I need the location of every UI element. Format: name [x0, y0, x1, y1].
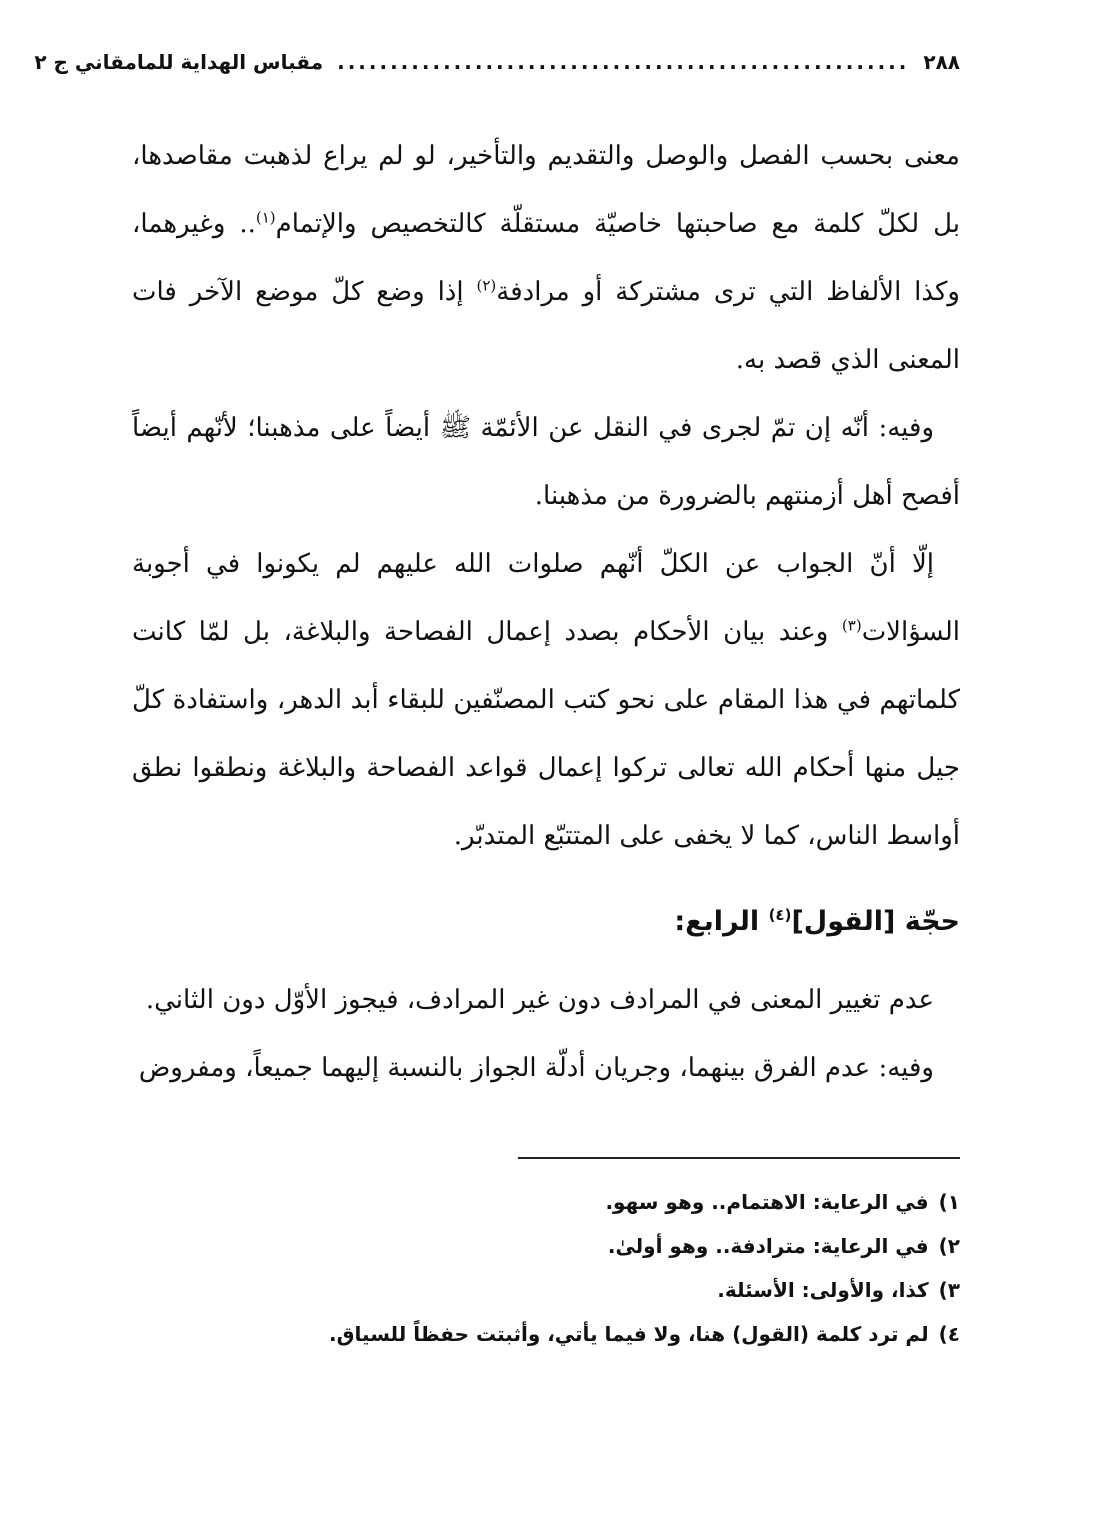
heading-text: حجّة [القول]: [791, 906, 960, 937]
footnote-3: [132, 1268, 960, 1312]
paragraph-text: إلّا أنّ الجواب عن الكلّ أنّهم صلوات الله عليهم لم يكونوا في أجوبة السؤالات: [132, 549, 960, 647]
footnote-number: ٢): [938, 1234, 960, 1258]
running-header: [34, 40, 960, 84]
footnote-divider: [518, 1157, 960, 1159]
book-title: مقباس الهداية للمامقاني ج ٢: [34, 50, 324, 74]
footnote-text: لم ترد كلمة (القول) هنا، ولا فيما يأتي، وأثبتت حفظاً للسياق.: [329, 1322, 929, 1346]
header-leader-dots: ......................................................: [337, 50, 910, 74]
page-number: ٢٨٨: [923, 50, 960, 74]
paragraph-4: عدم تغيير المعنى في المرادف دون غير المرادف، فيجوز الأوّل دون الثاني.: [145, 985, 934, 1015]
footnote-ref-3: (٣): [841, 616, 862, 635]
paragraph-text: وعند بيان الأحكام بصدد إعمال الفصاحة والبلاغة، بل لمّا كانت كلماتهم في هذا المقام على نحو كتب المصنّفين للبقاء أبد الدهر، واستفادة كلّ جيل منها أحكام الله تعالى تركوا إعمال قواعد الفصاحة والبلاغة ونطقوا نطق أواسط الناس، كما لا يخفى على المتتبّع المتدبّر.: [132, 617, 960, 851]
paragraph-1: [132, 122, 960, 394]
paragraph-text: .. وغيرهما، وكذا الألفاظ التي ترى مشتركة أو مرادفة: [132, 209, 960, 307]
footnote-ref-1: (١): [255, 208, 276, 227]
paragraph-3: [132, 530, 960, 870]
footnote-number: ٤): [938, 1322, 960, 1346]
main-text: [132, 122, 960, 1102]
paragraph-text: إذا وضع كلّ موضع الآخر فات المعنى الذي قصد به.: [132, 277, 960, 375]
footnote-number: ١): [938, 1190, 960, 1214]
footnote-text: كذا، والأولى: الأسئلة.: [717, 1278, 929, 1302]
footnotes: [132, 1180, 960, 1356]
footnote-ref-4: (٤): [768, 906, 792, 924]
paragraph-5: وفيه: عدم الفرق بينهما، وجريان أدلّة الجواز بالنسبة إليهما جميعاً، ومفروض: [138, 1053, 934, 1083]
footnote-ref-2: (٢): [476, 276, 497, 295]
paragraph-2: [132, 394, 960, 530]
footnote-number: ٣): [938, 1278, 960, 1302]
section-heading: [132, 892, 960, 952]
heading-text: الرابع:: [674, 906, 769, 937]
footnote-4: [132, 1312, 960, 1356]
paragraph-text: وفيه: أنّه إن تمّ لجرى في النقل عن الأئمّة ﷺ أيضاً على مذهبنا؛ لأنّهم أيضاً أفصح أهل أزمنتهم بالضرورة من مذهبنا.: [132, 413, 960, 511]
footnote-2: [132, 1224, 960, 1268]
footnote-text: في الرعاية: مترادفة.. وهو أولىٰ.: [607, 1234, 929, 1258]
footnote-1: [132, 1180, 960, 1224]
footnote-text: في الرعاية: الاهتمام.. وهو سهو.: [605, 1190, 929, 1214]
paragraph-text: معنى بحسب الفصل والوصل والتقديم والتأخير، لو لم يراع لذهبت مقاصدها، بل لكلّ كلمة مع صاحبتها خاصيّة مستقلّة كالتخصيص والإتمام: [132, 141, 960, 239]
